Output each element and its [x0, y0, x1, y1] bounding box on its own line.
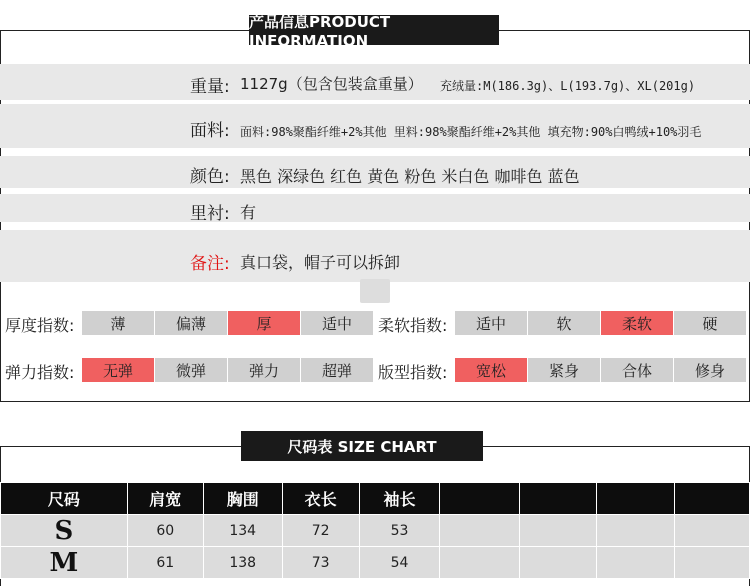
table-cell — [675, 547, 750, 579]
lining-label: 里衬: — [190, 204, 230, 224]
table-cell — [520, 515, 597, 547]
weight-label: 重量: — [190, 77, 230, 97]
note-label: 备注: — [190, 254, 230, 274]
elasticity-option: 微弹 — [155, 358, 227, 382]
row-band-lining — [0, 194, 750, 222]
size-cell: S — [1, 515, 128, 547]
header-empty — [597, 483, 675, 515]
table-cell: 60 — [127, 515, 203, 547]
lining-value: 有 — [240, 203, 257, 222]
table-row — [1, 547, 750, 579]
table-cell — [675, 515, 750, 547]
thickness-option: 适中 — [301, 311, 373, 335]
table-cell: 54 — [359, 547, 440, 579]
thickness-option: 偏薄 — [155, 311, 227, 335]
size-chart-table — [0, 482, 750, 579]
fit-option-selected: 宽松 — [455, 358, 527, 382]
thickness-option-selected: 厚 — [228, 311, 300, 335]
header-empty — [675, 483, 750, 515]
elasticity-label: 弹力指数: — [5, 363, 75, 382]
header-empty — [520, 483, 597, 515]
down-fill-value: 充绒量:M(186.3g)、L(193.7g)、XL(201g) — [440, 79, 696, 93]
header-empty — [440, 483, 520, 515]
note-value: 真口袋，帽子可以拆卸 — [240, 253, 401, 272]
table-cell: 134 — [203, 515, 282, 547]
table-cell: 53 — [359, 515, 440, 547]
table-row — [1, 515, 750, 547]
softness-option: 适中 — [455, 311, 527, 335]
weight-value: 1127g（包含包装盒重量） — [240, 75, 423, 93]
table-cell — [440, 547, 520, 579]
softness-option: 软 — [528, 311, 600, 335]
fabric-value: 面料:98%聚酯纤维+2%其他 里料:98%聚酯纤维+2%其他 填充物:90%白鸭绒+10%羽毛 — [240, 125, 702, 139]
table-cell: 73 — [282, 547, 359, 579]
header-size: 尺码 — [1, 483, 128, 515]
fit-option: 紧身 — [528, 358, 600, 382]
table-cell: 138 — [203, 547, 282, 579]
softness-option-selected: 柔软 — [601, 311, 673, 335]
color-label: 颜色: — [190, 167, 230, 187]
header-length: 衣长 — [282, 483, 359, 515]
divider-dot — [360, 279, 390, 303]
size-chart-header-row — [1, 483, 750, 515]
fabric-label: 面料: — [190, 121, 230, 141]
color-value: 黑色 深绿色 红色 黄色 粉色 米白色 咖啡色 蓝色 — [240, 167, 580, 186]
softness-option: 硬 — [674, 311, 746, 335]
elasticity-option: 超弹 — [301, 358, 373, 382]
table-cell — [440, 515, 520, 547]
thickness-label: 厚度指数: — [5, 316, 75, 335]
table-cell — [520, 547, 597, 579]
thickness-option: 薄 — [82, 311, 154, 335]
size-chart-title: 尺码表 SIZE CHART — [241, 431, 483, 461]
elasticity-option: 弹力 — [228, 358, 300, 382]
fit-label: 版型指数: — [378, 363, 448, 382]
fit-option: 修身 — [674, 358, 746, 382]
table-cell — [597, 515, 675, 547]
softness-label: 柔软指数: — [378, 316, 448, 335]
table-cell: 72 — [282, 515, 359, 547]
table-cell — [597, 547, 675, 579]
size-cell: M — [1, 547, 128, 579]
product-info-title: 产品信息PRODUCT INFORMATION — [249, 15, 499, 45]
table-cell: 61 — [127, 547, 203, 579]
header-shoulder: 肩宽 — [127, 483, 203, 515]
elasticity-option-selected: 无弹 — [82, 358, 154, 382]
header-sleeve: 袖长 — [359, 483, 440, 515]
fit-option: 合体 — [601, 358, 673, 382]
header-chest: 胸围 — [203, 483, 282, 515]
